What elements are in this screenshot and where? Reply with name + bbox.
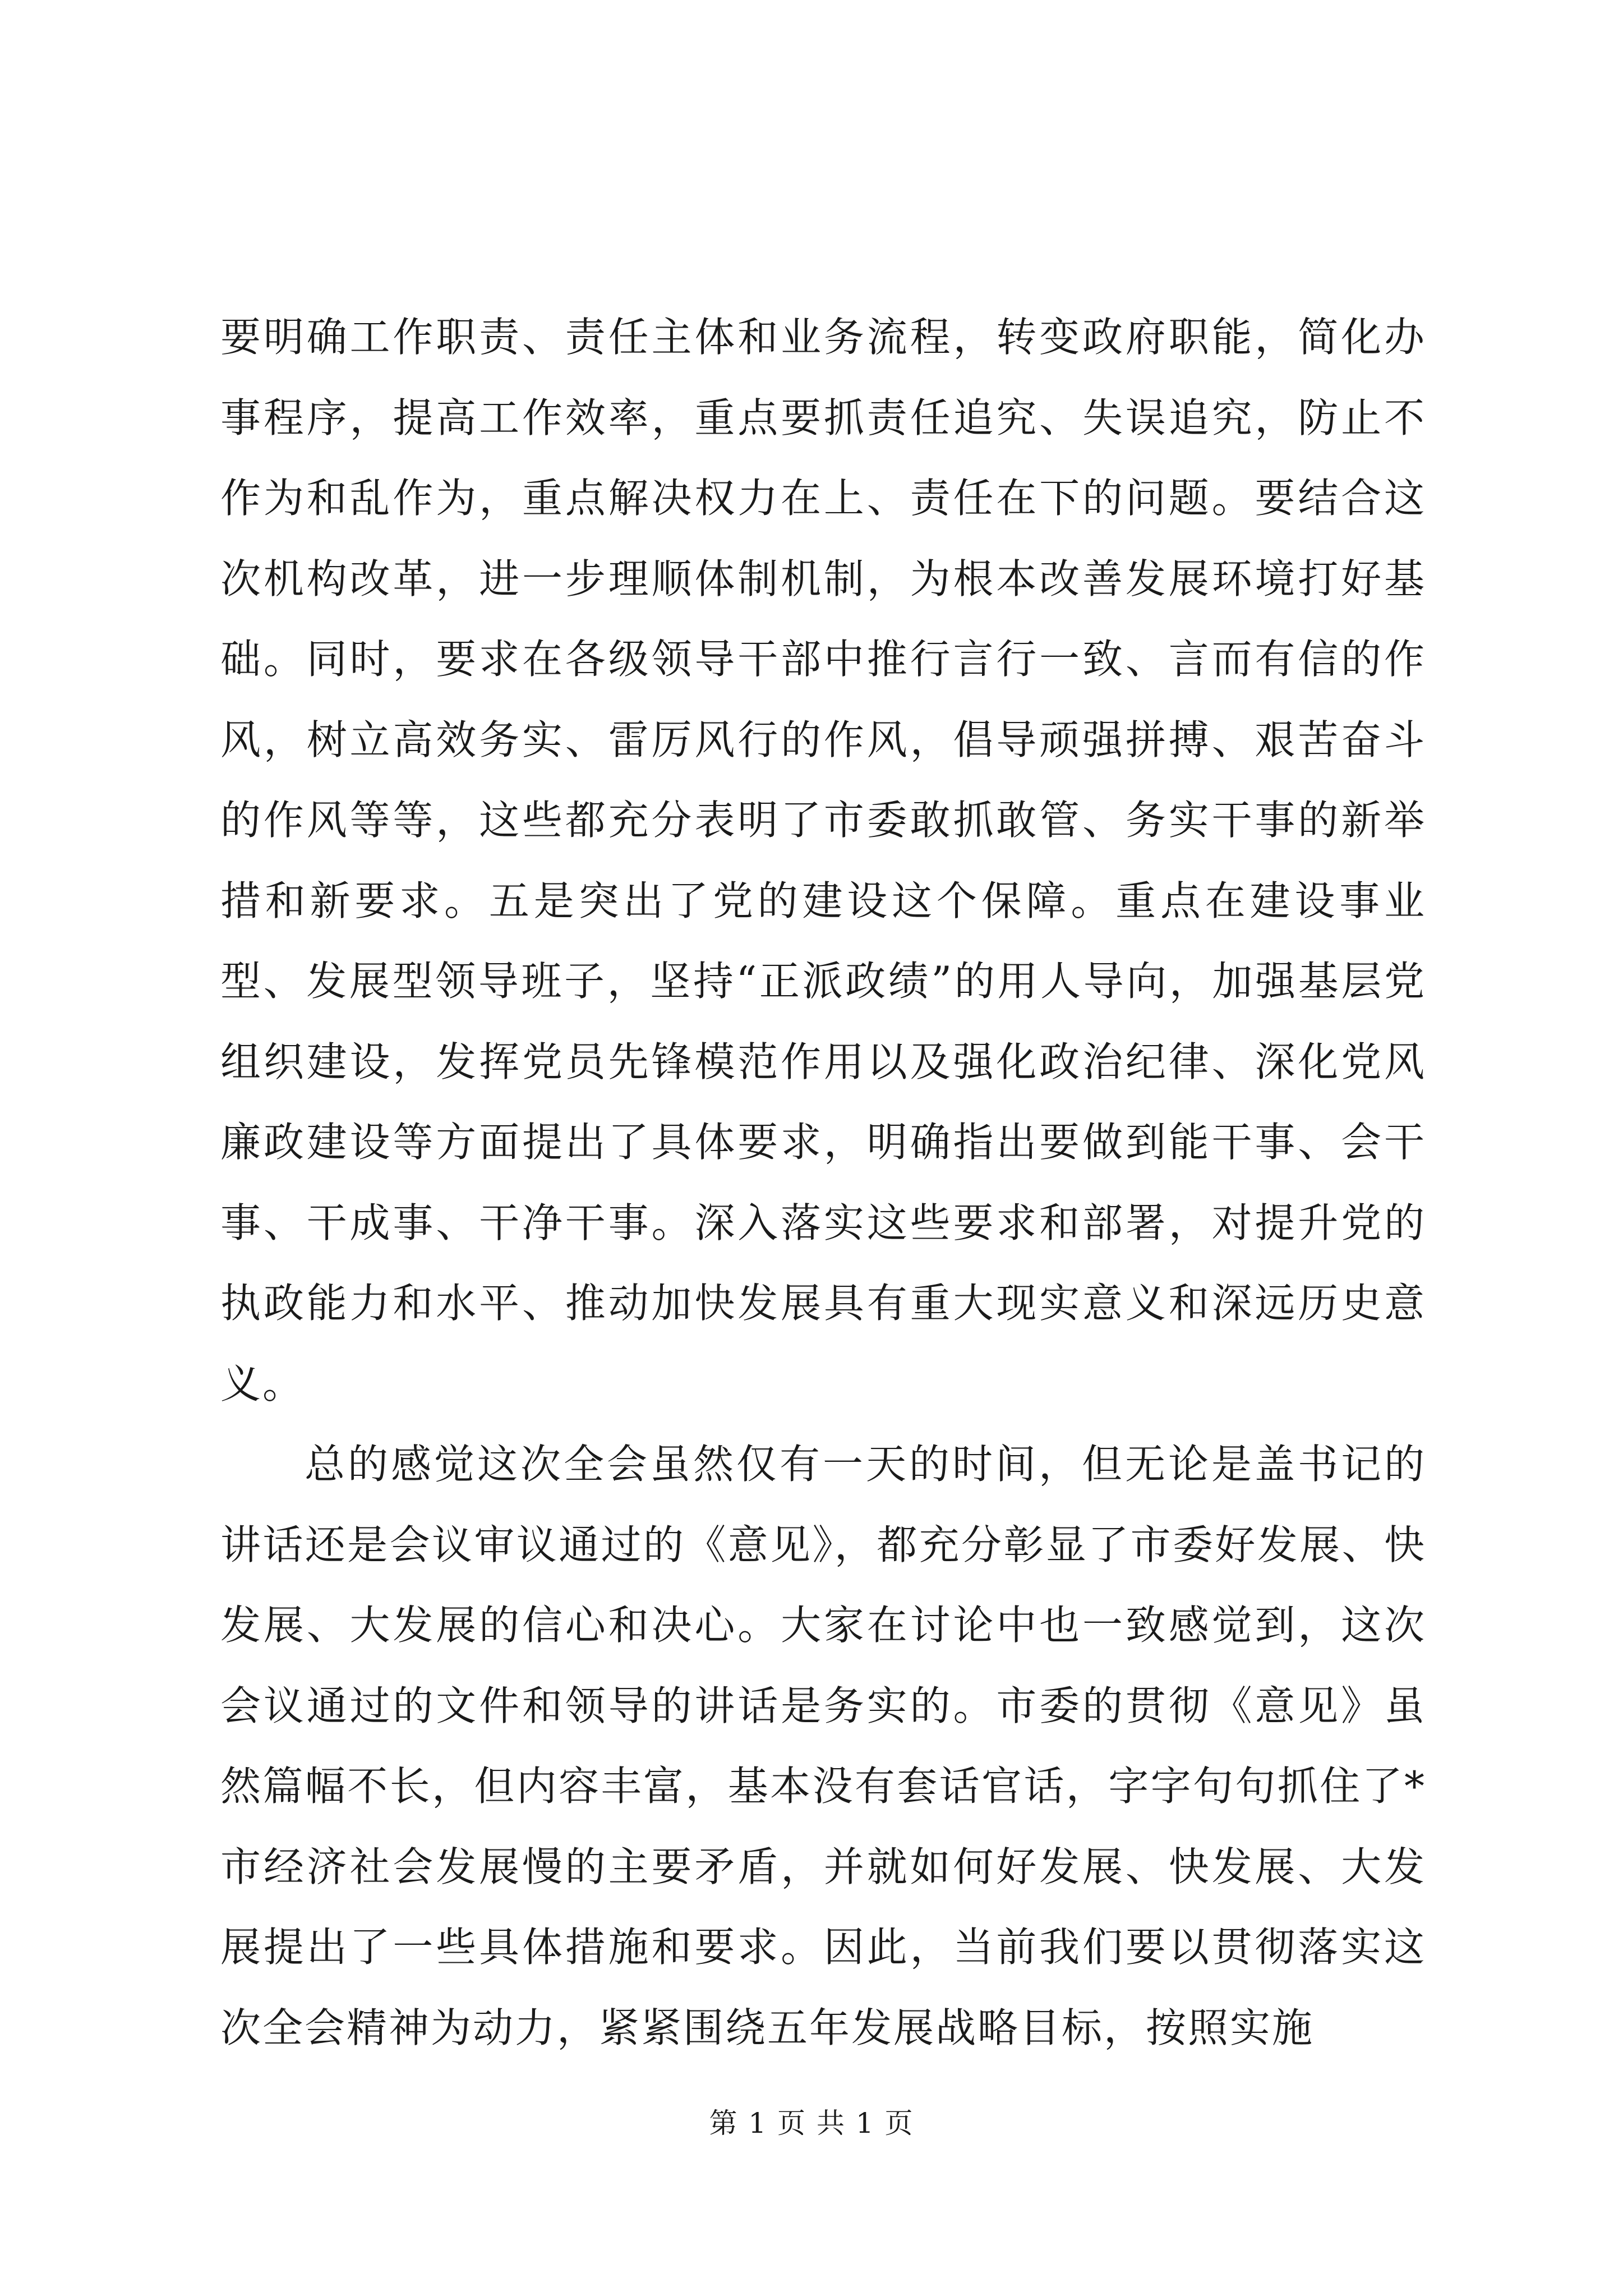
- page-footer: 第 1 页 共 1 页: [709, 2107, 914, 2139]
- document-body: [220, 297, 1426, 2068]
- paragraph-2: 总的感觉这次全会虽然仅有一天的时间，但无论是盖书记的讲话还是会议审议通过的《意见》，都充分彰显了市委好发展、快发展、大发展的信心和决心。大家在讨论中也一致感觉到，这次会议通过的文件和领导的讲话是务实的。市委的贯彻《意见》虽然篇幅不长，但内容丰富，基本没有套话官话，字字句句抓住了*市经济社会发展慢的主要矛盾，并就如何好发展、快发展、大发展提出了一些具体措施和要求。因此，当前我们要以贯彻落实这次全会精神为动力，紧紧围绕五年发展战略目标，按照实施: [220, 1441, 1426, 2051]
- paragraph-1: 要明确工作职责、责任主体和业务流程，转变政府职能，简化办事程序，提高工作效率，重点要抓责任追究、失误追究，防止不作为和乱作为，重点解决权力在上、责任在下的问题。要结合这次机构改革，进一步理顺体制机制，为根本改善发展环境打好基础。同时，要求在各级领导干部中推行言行一致、言而有信的作风，树立高效务实、雷厉风行的作风，倡导顽强拼搏、艰苦奋斗的作风等等，这些都充分表明了市委敢抓敢管、务实干事的新举措和新要求。五是突出了党的建设这个保障。重点在建设事业型、发展型领导班子，坚持“正派政绩”的用人导向，加强基层党组织建设，发挥党员先锋模范作用以及强化政治纪律、深化党风廉政建设等方面提出了具体要求，明确指出要做到能干事、会干事、干成事、干净干事。深入落实这些要求和部署，对提升党的执政能力和水平、推动加快发展具有重大现实意义和深远历史意义。: [220, 314, 1426, 1407]
